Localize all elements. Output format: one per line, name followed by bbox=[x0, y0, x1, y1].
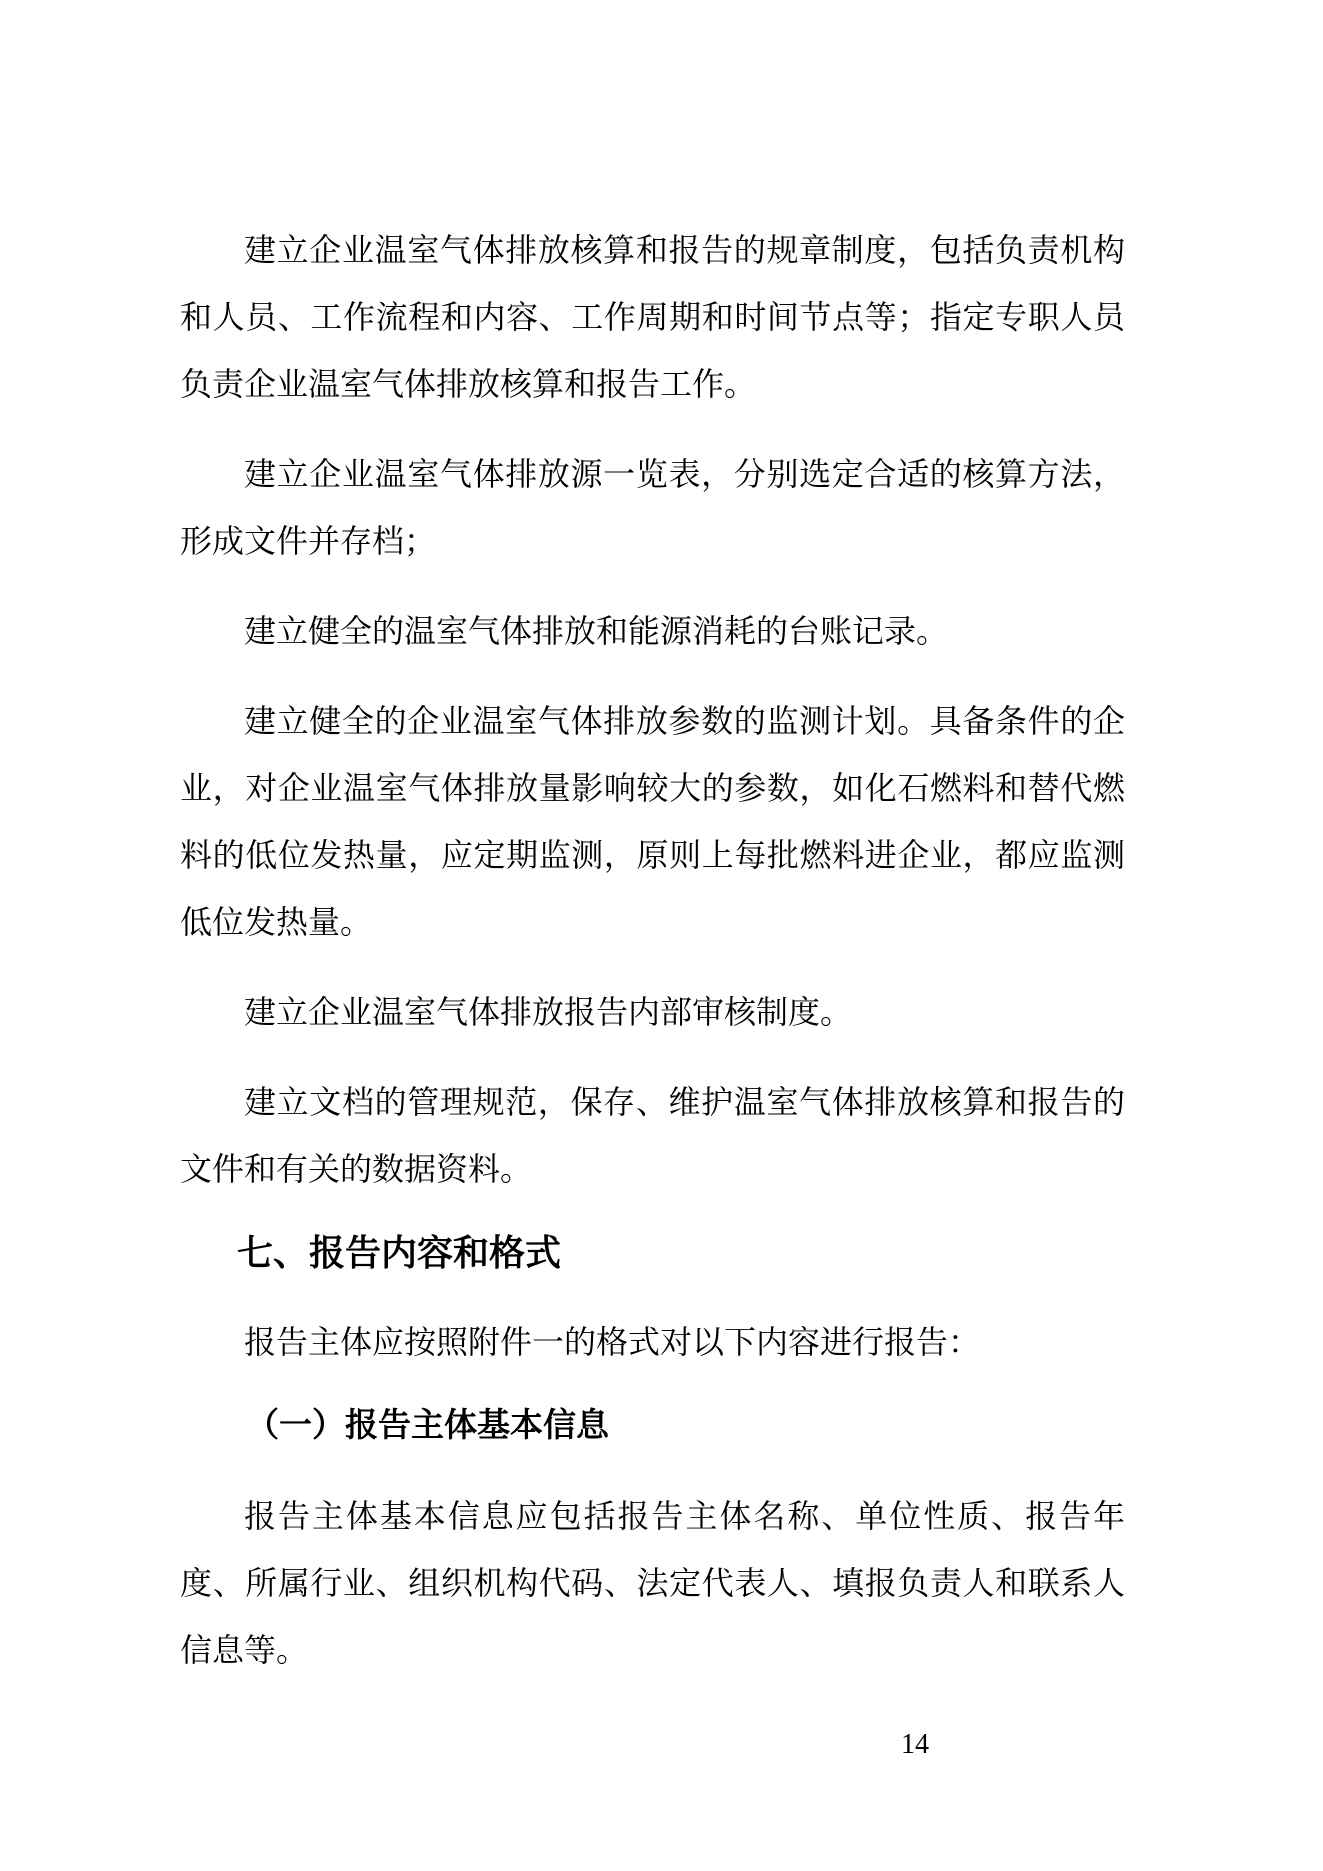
body-paragraph: 建立健全的温室气体排放和能源消耗的台账记录。 bbox=[244, 613, 949, 649]
body-paragraph: 报告主体应按照附件一的格式对以下内容进行报告： bbox=[244, 1324, 981, 1360]
body-paragraph: 建立企业温室气体排放核算和报告的规章制度，包括负责机构和人员、工作流程和内容、工作周期和时间节点等；指定专职人员负责企业温室气体排放核算和报告工作。 bbox=[180, 232, 1125, 402]
body-paragraph: 建立企业温室气体排放源一览表，分别选定合适的核算方法，形成文件并存档； bbox=[180, 456, 1125, 559]
section-heading: 七、报告内容和格式 bbox=[237, 1232, 562, 1273]
page-number: 14 bbox=[901, 1729, 929, 1760]
body-paragraph: 建立健全的企业温室气体排放参数的监测计划。具备条件的企业，对企业温室气体排放量影响较大的参数，如化石燃料和替代燃料的低位发热量，应定期监测，原则上每批燃料进企业，都应监测低位发热量。 bbox=[180, 703, 1125, 940]
body-paragraph: 报告主体基本信息应包括报告主体名称、单位性质、报告年度、所属行业、组织机构代码、法定代表人、填报负责人和联系人信息等。 bbox=[180, 1498, 1125, 1668]
body-paragraph: 建立企业温室气体排放报告内部审核制度。 bbox=[244, 994, 853, 1030]
subsection-heading: （一）报告主体基本信息 bbox=[246, 1408, 609, 1444]
body-paragraph: 建立文档的管理规范，保存、维护温室气体排放核算和报告的文件和有关的数据资料。 bbox=[180, 1084, 1125, 1187]
